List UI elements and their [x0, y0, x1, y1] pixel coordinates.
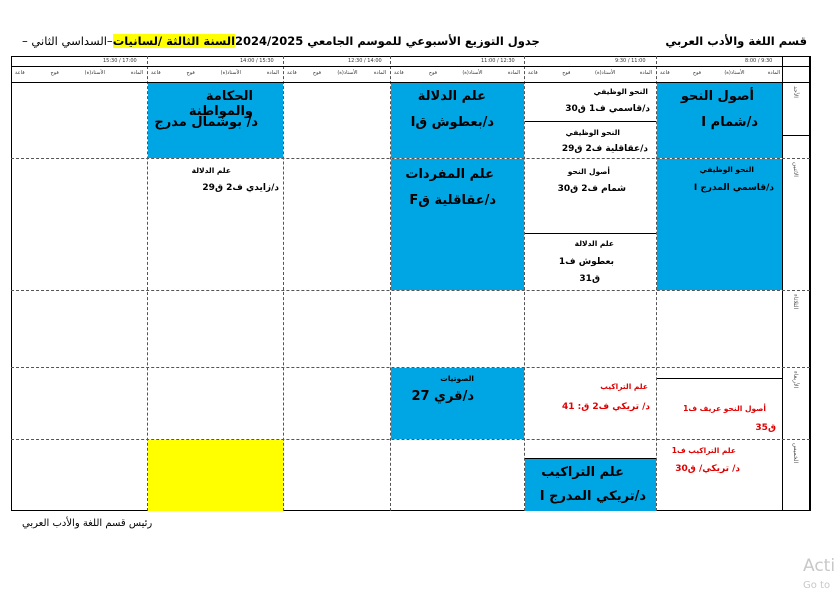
course-room: ق35 [755, 423, 776, 433]
course-professor: د/قري 27 [411, 389, 474, 404]
subheader-group [151, 70, 279, 76]
schedule-title-main: جدول التوزيع الأسبوعي للموسم الجامعي 2024/2025 [235, 34, 540, 48]
time-header-3: 11:00 / 12:30 [481, 58, 515, 64]
footer-signature-label: رئيس قسم اللغة والأدب العربي [22, 518, 153, 529]
course-title: علم التراكيب [541, 465, 624, 480]
subheader-subject: المادة [130, 70, 143, 76]
header-row-divider [11, 66, 810, 67]
course-cell [657, 368, 782, 439]
subheader-professor: الأستاذ(ة) [84, 70, 105, 76]
schedule-year-highlight: السنة الثالثة /لسانيات [112, 34, 236, 48]
day-label-wednesday: الأربعاء [792, 371, 799, 389]
course-cell [148, 83, 283, 158]
subheader-professor: الأستاذ(ة) [595, 70, 616, 76]
schedule-title [22, 34, 540, 48]
time-header-2: 9:30 / 11:00 [615, 58, 646, 64]
course-professor: د/ تريكي ف2 ق: 41 [561, 402, 650, 412]
day-row-divider [11, 290, 810, 291]
subheader-professor: الأستاذ(ة) [220, 70, 241, 76]
course-title: النحو الوظيفي [699, 165, 754, 174]
course-title: علم التراكيب ف1 [671, 446, 736, 455]
course-cell [391, 368, 524, 439]
subheader-group [394, 70, 520, 76]
activation-watermark: Acti [803, 556, 836, 576]
slot-divider [283, 56, 284, 511]
subheader-group [528, 70, 652, 76]
day-label-sunday: الأحد [792, 86, 799, 98]
course-title: علم الدلالة [191, 166, 231, 175]
subheader-group-label: فوج [562, 70, 571, 76]
day-label-tuesday: الثلاثاء [792, 294, 799, 310]
subheader-subject: المادة [507, 70, 520, 76]
course-title: علم المفردات [405, 167, 494, 182]
split-divider [525, 121, 656, 122]
course-professor: د/ بوشمال مدرج [154, 115, 258, 130]
right-edge [810, 56, 811, 511]
subheader-room: قاعة [394, 70, 404, 76]
course-highlight [525, 459, 656, 511]
course-professor: د/تريكي المدرج I [539, 489, 646, 504]
subheader-professor: الأستاذ(ة) [462, 70, 483, 76]
subheader-room: قاعة [660, 70, 670, 76]
cell-inner-line [657, 378, 782, 379]
course-cell [148, 159, 283, 290]
subheader-room: قاعة [151, 70, 161, 76]
course-title: أصول النحو [680, 89, 754, 104]
subheader-group-label: فوج [312, 70, 322, 76]
subheader-room: قاعة [528, 70, 538, 76]
subheader-subject: المادة [639, 70, 652, 76]
course-cell [657, 83, 782, 158]
subheader-room: قاعة [15, 70, 25, 76]
course-professor: د/بعطوش قI [410, 115, 494, 130]
subheader-group [15, 70, 143, 76]
subheader-professor: الأستاذ(ة) [724, 70, 745, 76]
course-title: أصول النحو عريف ف1 [683, 404, 766, 413]
course-title: أصول النحو [567, 167, 610, 176]
subheader-group-label: فوج [186, 70, 195, 76]
course-cell [391, 159, 524, 290]
day-column-divider [782, 56, 783, 511]
subheader-subject: المادة [373, 70, 386, 76]
course-title: النحو الوظيفي [593, 87, 648, 96]
subheader-group-label: فوج [50, 70, 59, 76]
subheader-subject: المادة [767, 70, 780, 76]
course-professor: د/ تريكي/ ق30 [675, 464, 740, 474]
time-header-5: 14:00 / 15:30 [240, 58, 274, 64]
course-cell-split [525, 83, 656, 158]
course-cell [525, 368, 656, 439]
course-title: الصوتيات [440, 374, 474, 383]
course-professor: بعطوش ف1 [558, 257, 614, 267]
time-header-4: 12:30 / 14:00 [348, 58, 382, 64]
time-header-6: 15:30 / 17:00 [103, 58, 137, 64]
course-professor: شمام ف2 ق30 [557, 184, 626, 194]
department-title: قسم اللغة والأدب العربي [665, 34, 807, 48]
course-title: علم الدلالة [574, 239, 614, 248]
schedule-semester: –السداسي الثاني – [22, 34, 113, 48]
course-cell [391, 83, 524, 158]
course-cell [657, 159, 782, 290]
course-professor: د/عقاقلية قF [409, 193, 496, 208]
course-professor: د/قاسمي المدرج I [693, 183, 774, 193]
day-label-thursday: الخميس [792, 443, 799, 464]
day-label-monday: الاثنين [792, 162, 799, 177]
subheader-group [287, 70, 386, 76]
subheader-room: قاعة [287, 70, 297, 76]
course-professor: د/زايدي ف2 ق29 [202, 183, 279, 193]
highlighted-empty-cell [148, 440, 283, 511]
split-divider [525, 233, 656, 234]
course-title: النحو الوظيفي [565, 128, 620, 137]
subheader-professor: الأستاذ(ة) [337, 70, 358, 76]
time-header-1: 8:00 / 9:30 [745, 58, 773, 64]
activation-watermark-sub: Go to [803, 580, 831, 591]
course-cell [657, 440, 782, 511]
course-room: ق31 [579, 274, 600, 284]
course-title: علم التراكيب [600, 382, 648, 391]
course-professor: د/شمام I [701, 115, 758, 130]
course-cell [525, 440, 656, 511]
day-sub-divider [782, 135, 810, 136]
subheader-subject: المادة [266, 70, 279, 76]
course-title: علم الدلالة [417, 89, 486, 104]
subheader-group [660, 70, 780, 76]
course-title: الحكامة والمواطنة [188, 89, 253, 119]
subheader-group-label: فوج [692, 70, 702, 76]
course-professor: د/عقاقلية ف2 ق29 [561, 144, 648, 154]
course-professor: د/قاسمي ف1 ق30 [565, 104, 650, 114]
course-cell-split [525, 159, 656, 290]
subheader-group-label: فوج [428, 70, 438, 76]
